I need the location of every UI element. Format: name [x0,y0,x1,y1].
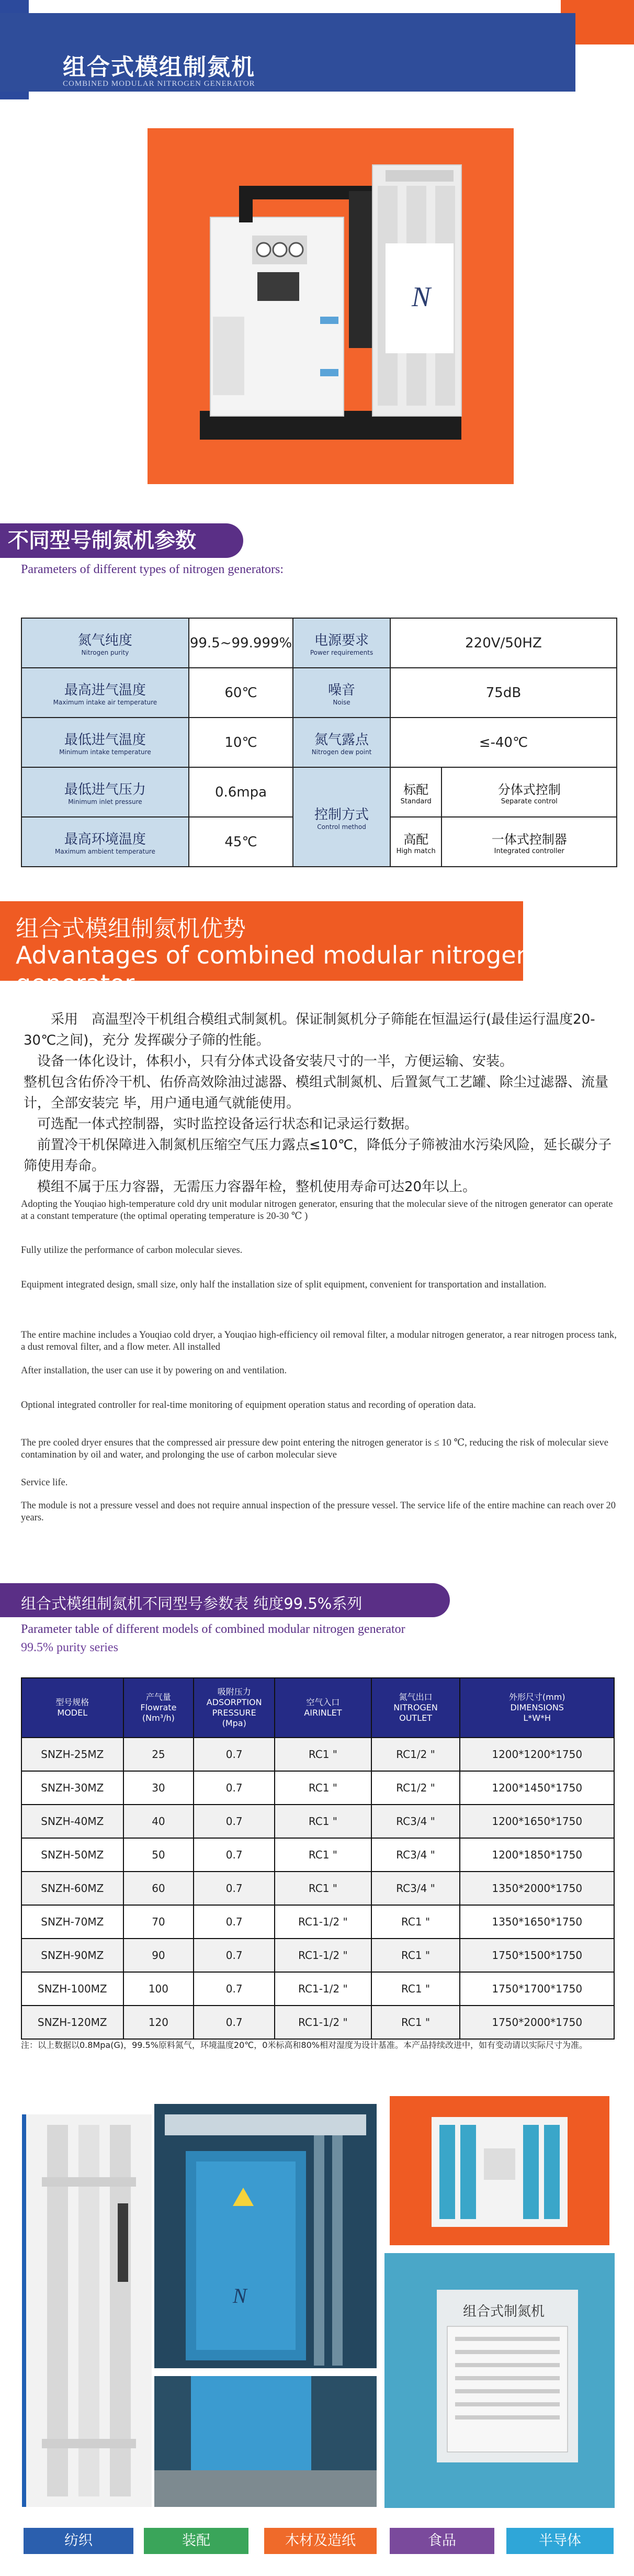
adv-cn-item: 整机包含佑侨冷干机、佑侨高效除油过滤器、模组式制氮机、后置氮气工艺罐、除尘过滤器、流量计，全部安装完 毕，用户通电通气就能使用。 [24,1074,609,1111]
cell-dimensions: 1200*1650*1750 [460,1805,614,1838]
cell-flowrate: 70 [123,1905,194,1939]
spec-value-intake-max: 60℃ [189,668,293,718]
table-row [21,1838,614,1872]
adv-cn-item: 前置冷干机保障进入制氮机压缩空气压力露点≤10℃，降低分子筛被油水污染风险，延长碳分子筛使用寿命。 [24,1137,612,1174]
tab-semiconductor[interactable]: 半导体 [506,2528,614,2554]
cell-nitrogen-outlet: RC1/2 " [371,1738,460,1771]
cell-dimensions: 1750*1500*1750 [460,1939,614,1972]
advantages-cn-paragraph [24,1009,615,1197]
spec-label-dew: 氮气露点 Nitrogen dew point [293,718,390,767]
params-section-title: 不同型号制氮机参数 [0,523,243,558]
col-header-pressure: 吸附压力 ADSORPTION PRESSURE (Mpa) [194,1678,275,1738]
cell-air-inlet: RC1-1/2 " [275,1972,371,2006]
photo-tower-closeup [22,2114,152,2507]
twin-towers-illustration [390,2096,609,2245]
cell-dimensions: 1200*1850*1750 [460,1838,614,1872]
cell-nitrogen-outlet: RC1 " [371,1939,460,1972]
params-section-subtitle: Parameters of different types of nitrogen generators: [21,563,284,576]
table-row [21,2006,614,2039]
cell-flowrate: 25 [123,1738,194,1771]
spec-row [21,668,617,718]
control-panel-illustration [384,2253,615,2508]
spec-value-power: 220V/50HZ [390,618,617,668]
cell-flowrate: 60 [123,1872,194,1905]
cell-nitrogen-outlet: RC3/4 " [371,1805,460,1838]
spec-value-dew: ≤-40℃ [390,718,617,767]
tab-assembly[interactable]: 装配 [144,2528,248,2554]
cell-dimensions: 1750*1700*1750 [460,1972,614,2006]
cell-pressure: 0.7 [194,1905,275,1939]
spec-label-purity: 氮气纯度 Nitrogen purity [21,618,189,668]
adv-en-item: Fully utilize the performance of carbon molecular sieves. [21,1245,243,1256]
models-header-row [21,1678,614,1738]
cell-air-inlet: RC1-1/2 " [275,1905,371,1939]
cell-model: SNZH-70MZ [21,1905,123,1939]
installed-unit-illustration [154,2104,377,2368]
adv-en-item: Optional integrated controller for real-time monitoring of equipment operation status and recording of operation data. [21,1400,476,1410]
col-header-nitrogen-outlet: 氮气出口 NITROGEN OUTLET [371,1678,460,1738]
cell-pressure: 0.7 [194,1805,275,1838]
table-row [21,1872,614,1905]
adv-en-item: Equipment integrated design, small size, only half the installation size of split equipment, convenient for transportation and installation. [21,1280,547,1290]
adv-en-item: The pre cooled dryer ensures that the compressed air pressure dew point entering the nitrogen generator is ≤ 10 ℃, reducing the risk of molecular sieve contamination by oil and water, and prolonging the use of carbon molecular sieve [21,1438,608,1460]
col-header-air-inlet: 空气入口 AIRINLET [275,1678,371,1738]
tab-wood-paper[interactable]: 木材及造纸 [264,2528,377,2554]
cell-pressure: 0.7 [194,1771,275,1805]
cell-dimensions: 1350*2000*1750 [460,1872,614,1905]
col-header-model: 型号规格 MODEL [21,1678,123,1738]
cell-pressure: 0.7 [194,1838,275,1872]
table-row [21,1939,614,1972]
cell-nitrogen-outlet: RC3/4 " [371,1838,460,1872]
cell-model: SNZH-60MZ [21,1872,123,1905]
table-row [21,1972,614,2006]
spec-row [21,767,617,817]
cell-model: SNZH-40MZ [21,1805,123,1838]
panel-title: 组合式制氮机 [463,2304,545,2320]
cell-pressure: 0.7 [194,1939,275,1972]
cell-nitrogen-outlet: RC1 " [371,1972,460,2006]
spec-value-high: 一体式控制器 Integrated controller [441,817,617,867]
models-footnote: 注：以上数据以0.8Mpa(G)，99.5%原料氮气，环境温度20℃，0米标高和80%相对湿度为设计基准。本产品持续改进中，如有变动请以实际尺寸为准。 [21,2040,587,2050]
table-row [21,1771,614,1805]
cell-dimensions: 1200*1450*1750 [460,1771,614,1805]
spec-label-intake-max: 最高进气温度 Maximum intake air temperature [21,668,189,718]
photo-twin-towers [390,2096,609,2245]
nitrogen-generator-illustration [148,128,514,484]
cell-air-inlet: RC1 " [275,1805,371,1838]
cell-nitrogen-outlet: RC1 " [371,2006,460,2039]
cell-pressure: 0.7 [194,1972,275,2006]
spec-value-pressure: 0.6mpa [189,767,293,817]
adv-en-item: After installation, the user can use it by powering on and ventilation. [21,1365,287,1376]
cell-model: SNZH-30MZ [21,1771,123,1805]
cell-flowrate: 120 [123,2006,194,2039]
spec-label-intake-min: 最低进气温度 Minimum intake temperature [21,718,189,767]
spec-value-intake-min: 10℃ [189,718,293,767]
col-header-flowrate: 产气量 Flowrate (Nm³/h) [123,1678,194,1738]
cell-air-inlet: RC1 " [275,1838,371,1872]
cell-model: SNZH-25MZ [21,1738,123,1771]
spec-value-noise: 75dB [390,668,617,718]
cell-flowrate: 90 [123,1939,194,1972]
cell-flowrate: 100 [123,1972,194,2006]
spec-label-ambient: 最高环境温度 Maximum ambient temperature [21,817,189,867]
spec-label-noise: 噪音 Noise [293,668,390,718]
cell-flowrate: 40 [123,1805,194,1838]
cell-air-inlet: RC1 " [275,1872,371,1905]
svg-text:N: N [412,281,431,312]
adv-en-item: Adopting the Youqiao high-temperature cold dry unit modular nitrogen generator, ensuring that the molecular sieve of the nitrogen generator can operate at a constant temperature (the optimal operating temperature is 20-30 ℃ ) [21,1199,613,1222]
cell-flowrate: 50 [123,1838,194,1872]
tower-illustration [26,2114,152,2507]
spec-label-pressure: 最低进气压力 Minimum inlet pressure [21,767,189,817]
table-row [21,1905,614,1939]
cell-nitrogen-outlet: RC3/4 " [371,1872,460,1905]
adv-en-item: The module is not a pressure vessel and does not require annual inspection of the pressure vessel. The service life of the entire machine can reach over 20 years. [21,1500,616,1523]
cell-dimensions: 1350*1650*1750 [460,1905,614,1939]
cell-dimensions: 1750*2000*1750 [460,2006,614,2039]
cell-air-inlet: RC1 " [275,1771,371,1805]
spec-row [21,718,617,767]
cell-air-inlet: RC1-1/2 " [275,1939,371,1972]
adv-en-item: The entire machine includes a Youqiao cold dryer, a Youqiao high-efficiency oil removal filter, a modular nitrogen generator, a rear nitrogen process tank, a dust removal filter, and a flow meter. All installed [21,1330,617,1352]
unit-bottom-illustration [154,2376,377,2507]
spec-label-high: 高配 High match [390,817,442,867]
hero-product-image [148,128,514,484]
photo-unit-bottom [154,2376,377,2507]
adv-cn-item: 采用 高温型冷干机组合模组式制氮机。保证制氮机分子筛能在恒温运行(最佳运行温度20-30℃之间)，充分 发挥碳分子筛的性能。 [24,1012,595,1048]
cell-pressure: 0.7 [194,1738,275,1771]
tab-textile[interactable]: 纺织 [24,2528,133,2554]
table-row [21,1805,614,1838]
adv-cn-item: 可选配一体式控制器，实时监控设备运行状态和记录运行数据。 [37,1116,418,1132]
spec-label-control: 控制方式 Control method [293,767,390,867]
cell-flowrate: 30 [123,1771,194,1805]
photo-control-panel [384,2253,615,2508]
cell-air-inlet: RC1 " [275,1738,371,1771]
cell-dimensions: 1200*1200*1750 [460,1738,614,1771]
models-table [21,1677,615,2040]
advantages-title-en: Advantages of combined modular nitrogen generator [16,941,531,998]
photo-installed-unit [154,2104,377,2368]
table-row [21,1738,614,1771]
spec-label-standard: 标配 Standard [390,767,442,817]
models-title: 组合式模组制氮机不同型号参数表 纯度99.5%系列 [21,1595,363,1612]
advantages-title-cn: 组合式模组制氮机优势 [16,915,246,942]
adv-cn-item: 设备一体化设计，体积小，只有分体式设备安装尺寸的一半，方便运输、安装。 [37,1054,514,1069]
tab-food[interactable]: 食品 [390,2528,494,2554]
models-subtitle-line1: Parameter table of different models of combined modular nitrogen generator [21,1622,405,1636]
spec-value-ambient: 45℃ [189,817,293,867]
cell-model: SNZH-90MZ [21,1939,123,1972]
cell-nitrogen-outlet: RC1 " [371,1905,460,1939]
page-title: 组合式模组制氮机 [63,54,255,81]
cell-nitrogen-outlet: RC1/2 " [371,1771,460,1805]
spec-table [21,618,617,867]
cell-pressure: 0.7 [194,2006,275,2039]
machine-logo: N [233,2284,247,2308]
spec-label-power: 电源要求 Power requirements [293,618,390,668]
cell-pressure: 0.7 [194,1872,275,1905]
models-subtitle-line2: 99.5% purity series [21,1641,118,1654]
cell-model: SNZH-50MZ [21,1838,123,1872]
spec-value-purity: 99.5~99.999% [189,618,293,668]
adv-en-item: Service life. [21,1477,68,1488]
col-header-dimensions: 外形尺寸(mm) DIMENSIONS L*W*H [460,1678,614,1738]
page-subtitle: COMBINED MODULAR NITROGEN GENERATOR [63,80,255,88]
cell-model: SNZH-100MZ [21,1972,123,2006]
cell-air-inlet: RC1-1/2 " [275,2006,371,2039]
spec-value-standard: 分体式控制 Separate control [441,767,617,817]
spec-row [21,618,617,668]
adv-cn-item: 模组不属于压力容器，无需压力容器年检，整机使用寿命可达20年以上。 [37,1179,477,1195]
cell-model: SNZH-120MZ [21,2006,123,2039]
